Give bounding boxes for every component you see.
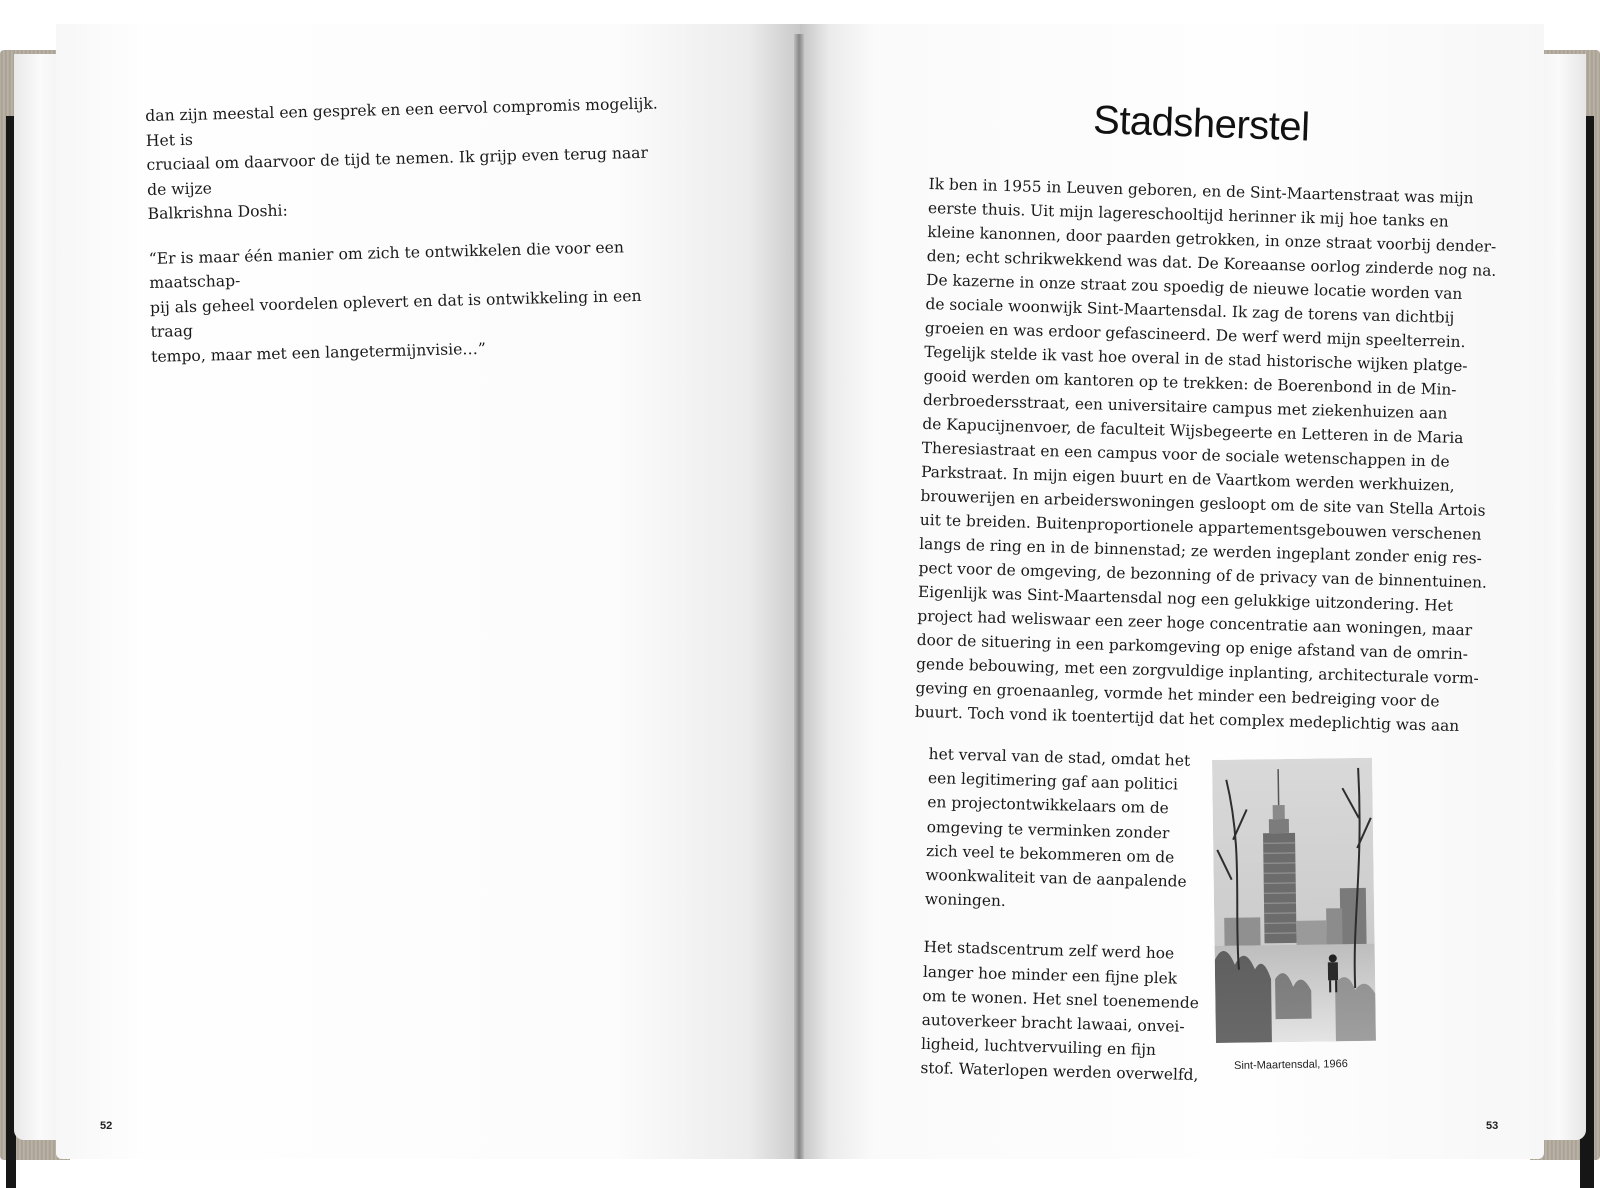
text-line: Ik ben in 1955 in Leuven geboren, en de Sint-Maartenstraat was mijn bbox=[928, 174, 1474, 208]
text-line: eerste thuis. Uit mijn lagereschooltijd herinner ik mij hoe tanks en bbox=[927, 198, 1449, 231]
text-line: Eigenlijk was Sint-Maartensdal nog een gelukkige uitzondering. Het bbox=[917, 582, 1454, 615]
book-spine bbox=[794, 34, 804, 1159]
text-line: buurt. Toch vond ik toentertijd dat het complex medeplichtig was aan bbox=[914, 702, 1460, 736]
text-line: woonkwaliteit van de aanpalende bbox=[925, 865, 1187, 891]
text-line: een legitimering gaf aan politici bbox=[927, 769, 1179, 794]
text-line: Balkrishna Doshi: bbox=[147, 201, 289, 223]
photo-sint-maartensdal bbox=[1212, 758, 1376, 1043]
text-line: Parkstraat. In mijn eigen buurt en de Vaartkom werden werkhuizen, bbox=[920, 462, 1455, 495]
text-line: en projectontwikkelaars om de bbox=[927, 793, 1170, 818]
text-line: Theresiastraat en een campus voor de sociale wetenschappen in de bbox=[921, 438, 1450, 471]
text-line: omgeving te verminken zonder bbox=[926, 817, 1170, 842]
text-line: zich veel te bekommeren om de bbox=[925, 841, 1175, 867]
text-line: Het stadscentrum zelf werd hoe bbox=[923, 938, 1175, 963]
text-line: langs de ring en in de binnenstad; ze werden ingeplant zonder enig res- bbox=[919, 534, 1483, 568]
text-line: uit te breiden. Buitenproportionele appartementsgebouwen verschenen bbox=[919, 510, 1482, 544]
left-page-text bbox=[145, 91, 672, 389]
text-line: woningen. bbox=[924, 890, 1007, 911]
text-line: door de situering in een parkomgeving op enige afstand van de omrin- bbox=[916, 630, 1469, 664]
text-line: langer hoe minder een fijne plek bbox=[922, 962, 1178, 988]
text-line: het verval van de stad, omdat het bbox=[928, 744, 1191, 770]
text-line: tempo, maar met een langetermijnvisie…” bbox=[150, 339, 487, 366]
text-line: Tegelijk stelde ik vast hoe overal in de stad historische wijken platge- bbox=[924, 342, 1468, 376]
text-line: den; echt schrikwekkend was dat. De Koreaanse oorlog zinderde nog na. bbox=[926, 246, 1497, 280]
text-line: de Kapucijnenvoer, de faculteit Wijsbegeerte en Letteren in de Maria bbox=[922, 414, 1464, 448]
text-line: gende bebouwing, met een zorgvuldige inplanting, architecturale vorm- bbox=[915, 654, 1479, 688]
page-edges-right bbox=[1540, 54, 1586, 1140]
text-line: gooid werden om kantoren op te trekken: de Boerenbond in de Min- bbox=[923, 366, 1457, 399]
text-line: groeien en was erdoor gefascineerd. De werf werd mijn speelterrein. bbox=[924, 318, 1466, 352]
text-line: de sociale woonwijk Sint-Maartensdal. Ik zag de torens van dichtbij bbox=[925, 294, 1455, 327]
text-line: derbroedersstraat, een universitaire campus met ziekenhuizen aan bbox=[922, 390, 1448, 423]
text-line: pij als geheel voordelen oplevert en dat is ontwikkeling in een traag bbox=[149, 286, 642, 341]
text-line: pect voor de omgeving, de bezonning of de privacy van de binnentuinen. bbox=[918, 558, 1488, 592]
right-page-float-text bbox=[920, 742, 1200, 1087]
photo-caption: Sint-Maartensdal, 1966 bbox=[1234, 1058, 1348, 1072]
text-line: stof. Waterlopen werden overwelfd, bbox=[920, 1059, 1199, 1085]
photo-image bbox=[1212, 758, 1376, 1043]
text-line: kleine kanonnen, door paarden getrokken, in onze straat voorbij dender- bbox=[927, 222, 1497, 256]
text-line: autoverkeer bracht lawaai, onvei- bbox=[921, 1010, 1185, 1036]
text-line: cruciaal om daarvoor de tijd te nemen. Ik grijp even terug naar de wijze bbox=[146, 143, 649, 199]
chapter-title: Stadsherstel bbox=[1092, 98, 1311, 150]
text-line: ligheid, luchtvervuiling en fijn bbox=[920, 1035, 1157, 1060]
left-quote bbox=[148, 234, 671, 369]
page-number-right: 53 bbox=[1486, 1120, 1499, 1132]
text-line: om te wonen. Het snel toenemende bbox=[922, 986, 1200, 1012]
left-paragraph-1 bbox=[145, 91, 668, 226]
text-line: De kazerne in onze straat zou spoedig de nieuwe locatie worden van bbox=[925, 270, 1463, 304]
text-line: project had weliswaar een zeer hoge concentratie aan woningen, maar bbox=[917, 606, 1473, 640]
right-page-main-text bbox=[914, 172, 1497, 737]
text-line: geving en groenaanleg, vormde het minder een bedreiging voor de bbox=[915, 678, 1440, 711]
text-line: dan zijn meestal een gesprek en een eervol compromis mogelijk. Het is bbox=[145, 94, 658, 150]
text-line: “Er is maar één manier om zich te ontwikkelen die voor een maatschap- bbox=[148, 237, 625, 292]
text-line: brouwerijen en arbeiderswoningen gesloopt om de site van Stella Artois bbox=[920, 486, 1486, 520]
page-number-left: 52 bbox=[100, 1120, 113, 1132]
page-edges-left bbox=[14, 54, 58, 1140]
